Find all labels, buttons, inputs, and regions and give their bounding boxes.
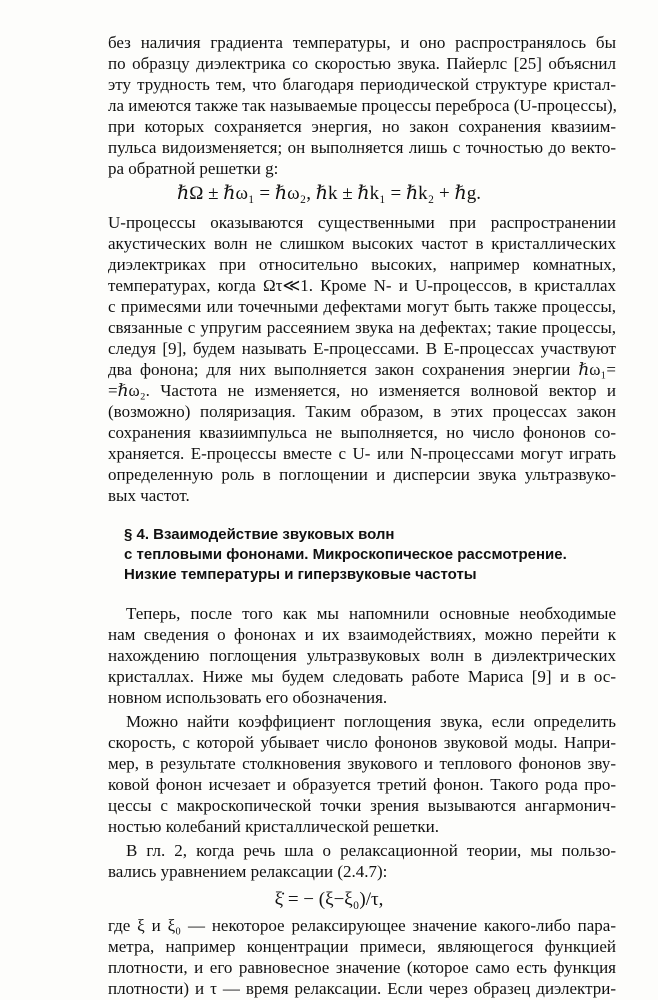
- text-line: кристаллах. Ниже мы будем следовать работе Мариса [9] и в ос-: [108, 667, 616, 686]
- text-line: ла имеются также так называемые процессы переброса (U-процессы),: [108, 96, 617, 115]
- text-line: вались уравнением релаксации (2.4.7):: [108, 862, 388, 881]
- text-line: ковой фонон исчезает и образуется третий фонон. Такого рода про-: [108, 775, 616, 794]
- formula-conservation: ℏΩ ± ℏω₁ = ℏω₂, ℏk ± ℏk₁ = ℏk₂ + ℏg.: [176, 183, 482, 204]
- text-line: новном использовать его обозначения.: [108, 688, 388, 707]
- text-line: эту трудность тем, что благодаря периодической структуре кристал-: [108, 75, 616, 94]
- text-line: нам сведения о фононах и их взаимодействиях, можно перейти к: [108, 625, 616, 644]
- section-heading-line: с тепловыми фононами. Микроскопическое рассмотрение.: [124, 546, 567, 563]
- text-line: сохранения квазиимпульса не выполняется, но число фононов со-: [108, 423, 616, 442]
- text-line: мер, в результате столкновения звукового и теплового фононов зву-: [108, 754, 616, 773]
- text-line: цессы с макроскопической точки зрения вызываются ангармонич-: [108, 796, 616, 815]
- text-line: ра обратной решетки g:: [108, 159, 279, 178]
- formula-relaxation: ξ̇ = − (ξ−ξ₀)/τ,: [274, 889, 384, 910]
- text-line: (возможно) поляризация. Таким образом, в этих процессах закон: [108, 402, 616, 421]
- text-line: пульса видоизменяется; он выполняется лишь с точностью до векто-: [108, 138, 616, 157]
- text-line: связанные с упругим рассеянием звука на дефектах; такие процессы,: [108, 318, 616, 337]
- text-line: ностью колебаний кристаллической решетки.: [108, 817, 439, 836]
- text-line: где ξ и ξ₀ — некоторое релаксирующее значение какого-либо пара-: [108, 916, 616, 935]
- text-line: определенную роль в поглощении и дисперсии звука ультразвуко-: [108, 465, 616, 484]
- text-line: =ℏω₂. Частота не изменяется, но изменяется волновой вектор и: [108, 381, 616, 400]
- text-line: с примесями или точечными дефектами могут быть также процессы,: [108, 297, 616, 316]
- text-line: храняется. E-процессы вместе с U- или N-процессами могут играть: [108, 444, 616, 463]
- text-line: нахождению поглощения ультразвуковых волн в диэлектрических: [108, 646, 616, 665]
- text-line: по образцу диэлектрика со скоростью звука. Пайерлс [25] объяснил: [108, 54, 616, 73]
- text-line: плотности, и его равновесное значение (которое само есть функция: [108, 958, 616, 977]
- text-line: В гл. 2, когда речь шла о релаксационной теории, мы пользо-: [126, 841, 616, 860]
- text-line: два фонона; для них выполняется закон сохранения энергии ℏω₁=: [108, 360, 616, 379]
- text-line: скорость, с которой убывает число фононов звуковой моды. Напри-: [108, 733, 616, 752]
- text-line: диэлектриках при относительно высоких, например комнатных,: [108, 255, 616, 274]
- text-line: без наличия градиента температуры, и оно распространялось бы: [108, 33, 616, 52]
- text-line: вых частот.: [108, 486, 190, 505]
- text-line: следуя [9], будем называть E-процессами. В E-процессах участвуют: [108, 339, 616, 358]
- text-line: при которых сохраняется энергия, но закон сохранения квазиим-: [108, 117, 616, 136]
- text-line: Можно найти коэффициент поглощения звука, если определить: [126, 712, 616, 731]
- section-heading-line: § 4. Взаимодействие звуковых волн: [124, 526, 395, 543]
- text-line: Теперь, после того как мы напомнили основные необходимые: [126, 604, 616, 623]
- text-line: температурах, когда Ωτ≪1. Кроме N- и U-процессов, в кристаллах: [108, 276, 616, 295]
- text-line: метра, например концентрации примеси, являющегося функцией: [108, 937, 616, 956]
- text-line: плотности) и τ — время релаксации. Если через образец диэлектри-: [108, 979, 616, 998]
- section-heading-line: Низкие температуры и гиперзвуковые частоты: [124, 566, 477, 583]
- text-line: акустических волн не слишком высоких частот в кристаллических: [108, 234, 616, 253]
- text-line: U-процессы оказываются существенными при распространении: [108, 213, 616, 232]
